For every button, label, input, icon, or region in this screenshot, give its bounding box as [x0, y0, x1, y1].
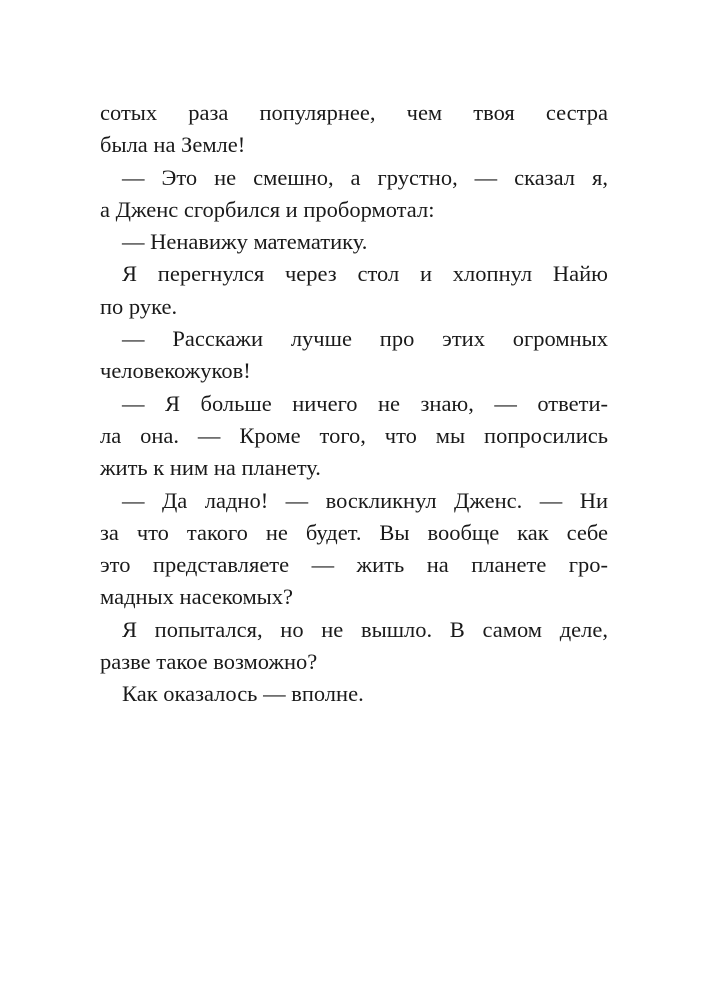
text-line: — Ненавижу математику. [122, 229, 368, 255]
text-line: Я перегнулся через стол и хлопнул Найю [122, 261, 608, 287]
text-line: сотых раза популярнее, чем твоя сестра [100, 100, 608, 125]
text-line: — Да ладно! — воскликнул Дженс. — Ни [122, 487, 608, 513]
text-line: — Я больше ничего не знаю, — ответи- [122, 390, 608, 416]
text-line: ла она. — Кроме того, что мы попросились [100, 422, 608, 448]
text-line: по руке. [100, 293, 178, 319]
text-line: Как оказалось — вполне. [122, 681, 364, 707]
text-line: была на Земле! [100, 132, 246, 158]
text-line: это представляете — жить на планете гро- [100, 552, 608, 578]
text-line: — Расскажи лучше про этих огромных [122, 326, 608, 352]
text-line: разве такое возможно? [100, 649, 318, 675]
text-line: а Дженс сгорбился и пробормотал: [100, 196, 435, 222]
text-line: человекожуков! [100, 358, 251, 384]
text-line: жить к ним на планету. [100, 455, 321, 481]
body-text [100, 97, 608, 711]
text-line: Я попытался, но не вышло. В самом деле, [122, 616, 608, 642]
text-line: мадных насекомых? [100, 584, 294, 610]
text-line: — Это не смешно, а грустно, — сказал я, [122, 164, 608, 190]
text-line: за что такого не будет. Вы вообще как себе [100, 519, 608, 545]
